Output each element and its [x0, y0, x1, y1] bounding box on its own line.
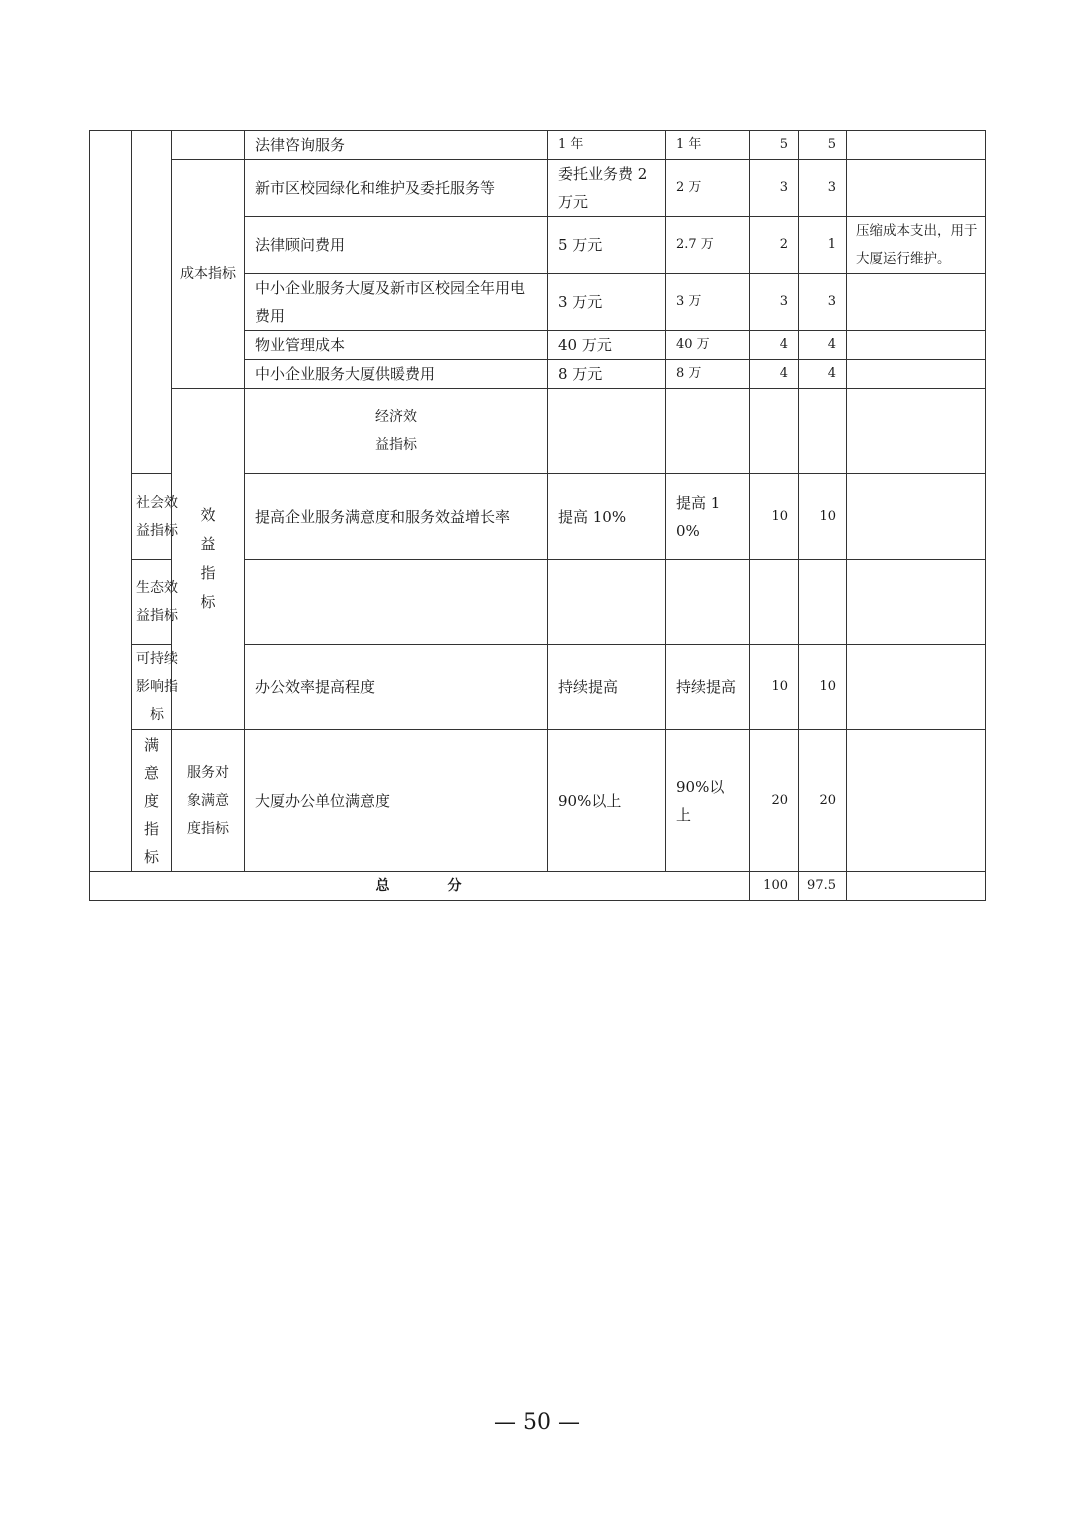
total-score: 97.5: [799, 872, 847, 901]
score-cell: 3: [799, 274, 847, 331]
category-text: 生态效益指标: [136, 580, 178, 624]
target-cell: 3 万元: [548, 274, 666, 331]
target-cell: 5 万元: [548, 217, 666, 274]
item-cell: 新市区校园绿化和维护及委托服务等: [245, 160, 548, 217]
target-cell: [666, 389, 750, 474]
item-cell: 中小企业服务大厦及新市区校园全年用电费用: [245, 274, 548, 331]
actual-cell: 90%以上: [666, 730, 750, 872]
benefit-group-label: [172, 389, 245, 730]
total-label-2: 分: [447, 878, 464, 894]
target-cell: 90%以上: [548, 730, 666, 872]
actual-cell: 3 万: [666, 274, 750, 331]
category-text: 社会效益指标: [136, 494, 178, 539]
note-cell: [847, 274, 986, 331]
score-cell: 10: [799, 645, 847, 730]
category-cell: [132, 560, 178, 645]
weight-cell: [799, 389, 847, 474]
target-cell: [548, 560, 666, 645]
note-cell: [847, 645, 986, 730]
item-cell: [548, 389, 666, 474]
score-cell: 4: [799, 331, 847, 360]
item-cell: 法律顾问费用: [245, 217, 548, 274]
weight-cell: 3: [750, 274, 799, 331]
item-cell: 办公效率提高程度: [245, 645, 548, 730]
category-text: 经济效益指标: [375, 409, 417, 453]
category-cell: [245, 389, 548, 474]
benefit-group-text: 效益指标: [200, 506, 216, 611]
weight-cell: 2: [750, 217, 799, 274]
note-cell: [847, 360, 986, 389]
total-row: [90, 872, 986, 901]
item-cell: 提高企业服务满意度和服务效益增长率: [245, 474, 548, 560]
actual-cell: 持续提高: [666, 645, 750, 730]
score-cell: 5: [799, 131, 847, 160]
level1-cell: [90, 131, 132, 872]
weight-cell: 10: [750, 474, 799, 560]
note-cell: 压缩成本支出，用于大厦运行维护。: [847, 217, 986, 274]
item-cell: [245, 560, 548, 645]
category-cell: [172, 730, 245, 872]
level2-cell: [132, 131, 172, 474]
table-row: [90, 131, 986, 160]
category-text: 可持续影响指标: [136, 651, 178, 723]
actual-cell: 40 万: [666, 331, 750, 360]
weight-cell: 4: [750, 360, 799, 389]
performance-table: [89, 130, 986, 901]
table-row: [90, 389, 986, 474]
target-cell: 1 年: [548, 131, 666, 160]
weight-cell: 10: [750, 645, 799, 730]
table-row: [90, 160, 986, 217]
actual-cell: 提高 10%: [666, 474, 750, 560]
score-cell: 10: [799, 474, 847, 560]
category-cell: [132, 474, 178, 560]
category-text: 服务对象满意度指标: [187, 764, 229, 837]
total-weight: 100: [750, 872, 799, 901]
category-cell: 成本指标: [172, 160, 245, 389]
note-cell: [847, 872, 986, 901]
weight-cell: 4: [750, 331, 799, 360]
target-cell: 提高 10%: [548, 474, 666, 560]
note-cell: [847, 331, 986, 360]
score-cell: 20: [799, 730, 847, 872]
item-cell: 中小企业服务大厦供暖费用: [245, 360, 548, 389]
item-cell: 法律咨询服务: [245, 131, 548, 160]
actual-cell: 2 万: [666, 160, 750, 217]
weight-cell: 20: [750, 730, 799, 872]
weight-cell: 3: [750, 160, 799, 217]
actual-cell: 8 万: [666, 360, 750, 389]
category-cell: [132, 645, 178, 730]
actual-cell: 1 年: [666, 131, 750, 160]
target-cell: 8 万元: [548, 360, 666, 389]
item-cell: 大厦办公单位满意度: [245, 730, 548, 872]
category-cell: [172, 131, 245, 160]
total-label-1: 总: [375, 878, 392, 894]
satisfaction-group-label: [132, 730, 172, 872]
note-cell: [847, 160, 986, 217]
note-cell: [847, 131, 986, 160]
note-cell: [847, 560, 986, 645]
page-number: — 50 —: [494, 1410, 580, 1435]
score-cell: [847, 389, 986, 474]
target-cell: 持续提高: [548, 645, 666, 730]
target-cell: 40 万元: [548, 331, 666, 360]
actual-cell: [666, 560, 750, 645]
item-cell: 物业管理成本: [245, 331, 548, 360]
note-cell: [847, 730, 986, 872]
satisfaction-group-text: 满意度指标: [144, 735, 160, 866]
weight-cell: 5: [750, 131, 799, 160]
score-cell: 3: [799, 160, 847, 217]
note-cell: [847, 474, 986, 560]
actual-cell: 2.7 万: [666, 217, 750, 274]
score-cell: [799, 560, 847, 645]
total-label: [90, 872, 750, 901]
table-row: [90, 730, 986, 872]
score-cell: 4: [799, 360, 847, 389]
score-cell: 1: [799, 217, 847, 274]
target-cell: 委托业务费 2 万元: [548, 160, 666, 217]
actual-cell: [750, 389, 799, 474]
weight-cell: [750, 560, 799, 645]
